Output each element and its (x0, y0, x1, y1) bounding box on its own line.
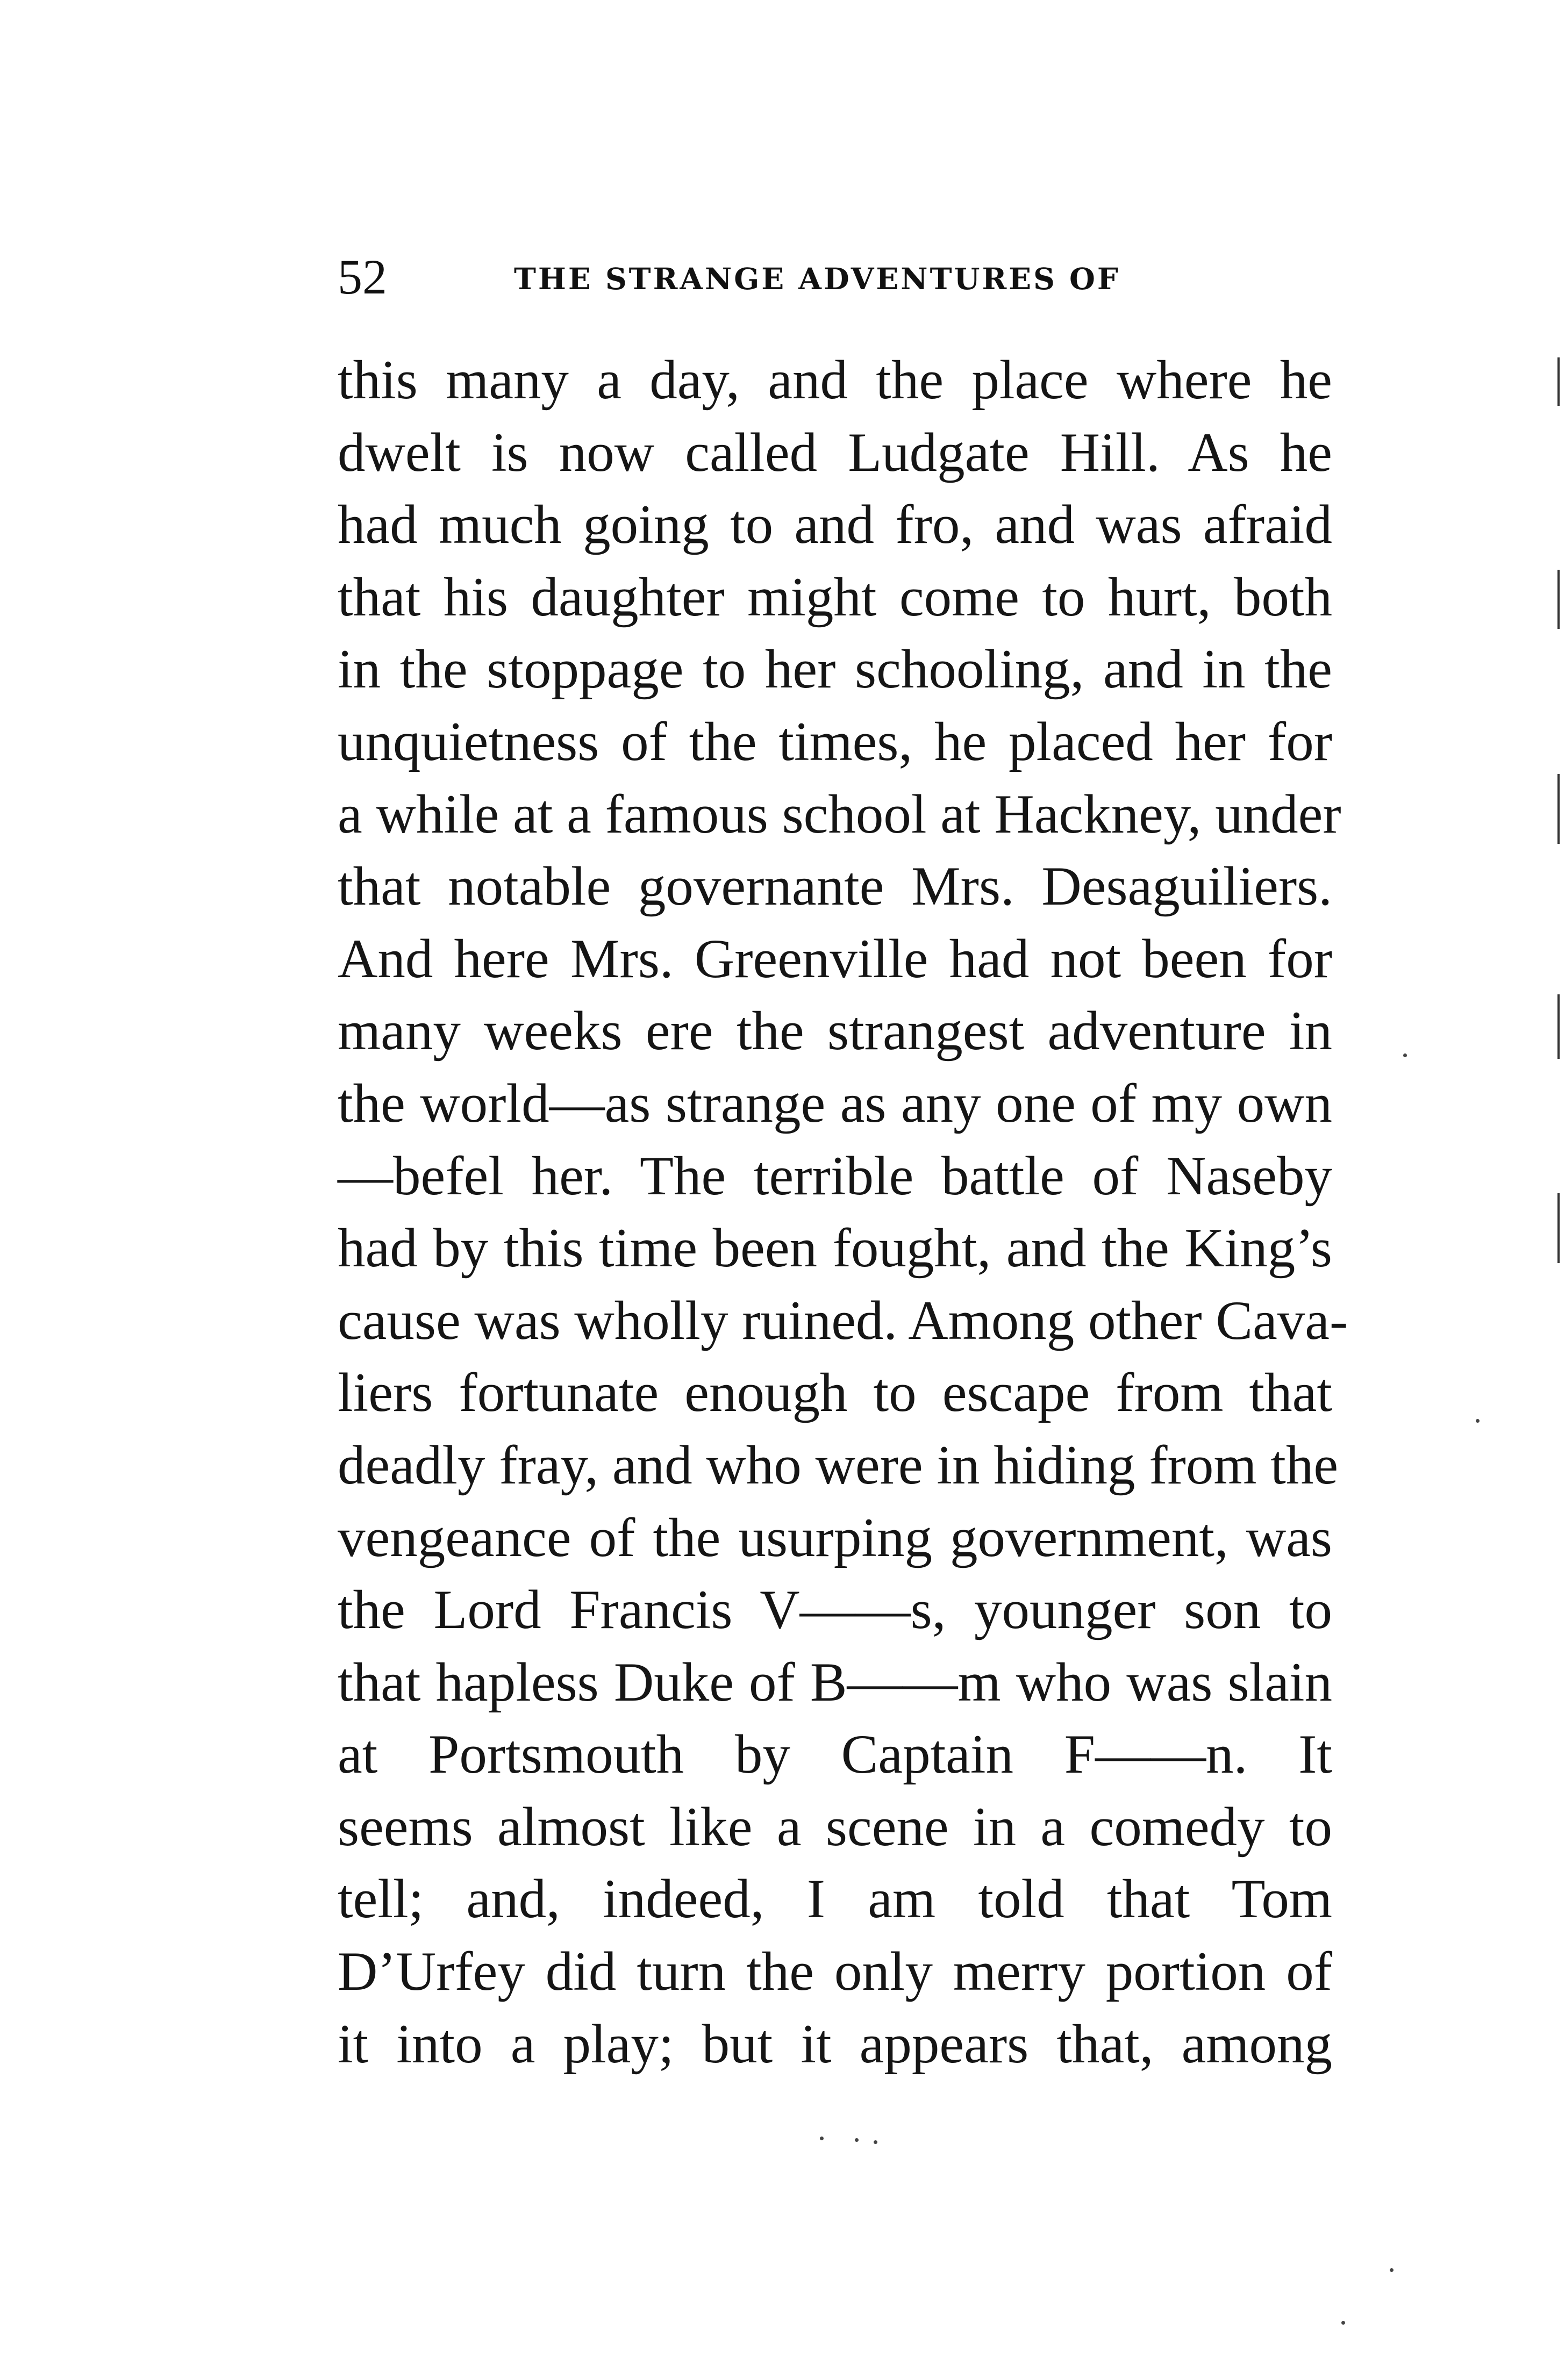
text-line: that his daughter might come to hurt, both (338, 566, 1332, 628)
text-line: had much going to and fro, and was afraid (338, 494, 1332, 556)
scan-edge-mark (1557, 570, 1560, 629)
text-line: liers fortunate enough to escape from that (338, 1362, 1332, 1424)
page-header (338, 245, 1359, 309)
body-text (338, 344, 1348, 2080)
text-line: it into a play; but it appears that, among (338, 2013, 1332, 2075)
text-line: cause was wholly ruined. Among other Cava- (338, 1289, 1348, 1351)
text-line: unquietness of the times, he placed her for (338, 711, 1332, 772)
running-head: THE STRANGE ADVENTURES OF (514, 261, 1120, 296)
text-line: had by this time been fought, and the King’s (338, 1217, 1332, 1279)
text-line: that notable governante Mrs. Desaguiliers. (338, 856, 1332, 917)
text-line: the world—as strange as any one of my own (338, 1072, 1332, 1134)
text-line: vengeance of the usurping government, was (338, 1507, 1332, 1568)
scan-edge-mark (1557, 774, 1560, 844)
scan-edge-mark (1557, 1193, 1560, 1263)
scan-edge-mark (1557, 357, 1560, 406)
text-line: this many a day, and the place where he (338, 349, 1332, 411)
text-line: a while at a famous school at Hackney, under (338, 783, 1341, 845)
text-line: D’Urfey did turn the only merry portion of (338, 1941, 1332, 2003)
text-line: the Lord Francis V——s, younger son to (338, 1579, 1332, 1641)
scan-speck (1476, 1419, 1480, 1423)
text-line: that hapless Duke of B——m who was slain (338, 1651, 1332, 1713)
text-line: many weeks ere the strangest adventure in (338, 1000, 1332, 1062)
text-line: deadly fray, and who were in hiding from the (338, 1434, 1339, 1496)
scan-speck (820, 2137, 824, 2140)
text-line: tell; and, indeed, I am told that Tom (338, 1868, 1332, 1930)
scan-speck (855, 2138, 859, 2142)
text-line: in the stoppage to her schooling, and in the (338, 639, 1332, 700)
text-line: at Portsmouth by Captain F——n. It (338, 1724, 1332, 1786)
scan-speck (1390, 2268, 1394, 2272)
text-line: And here Mrs. Greenville had not been for (338, 928, 1332, 990)
page-number: 52 (338, 249, 387, 304)
text-line: dwelt is now called Ludgate Hill. As he (338, 421, 1332, 483)
scan-edge-mark (1557, 994, 1560, 1059)
scan-speck (1341, 2321, 1345, 2325)
text-line: seems almost like a scene in a comedy to (338, 1796, 1332, 1858)
scan-speck (1403, 1053, 1407, 1057)
scan-speck (874, 2140, 877, 2144)
text-line: —befel her. The terrible battle of Naseby (338, 1145, 1332, 1207)
